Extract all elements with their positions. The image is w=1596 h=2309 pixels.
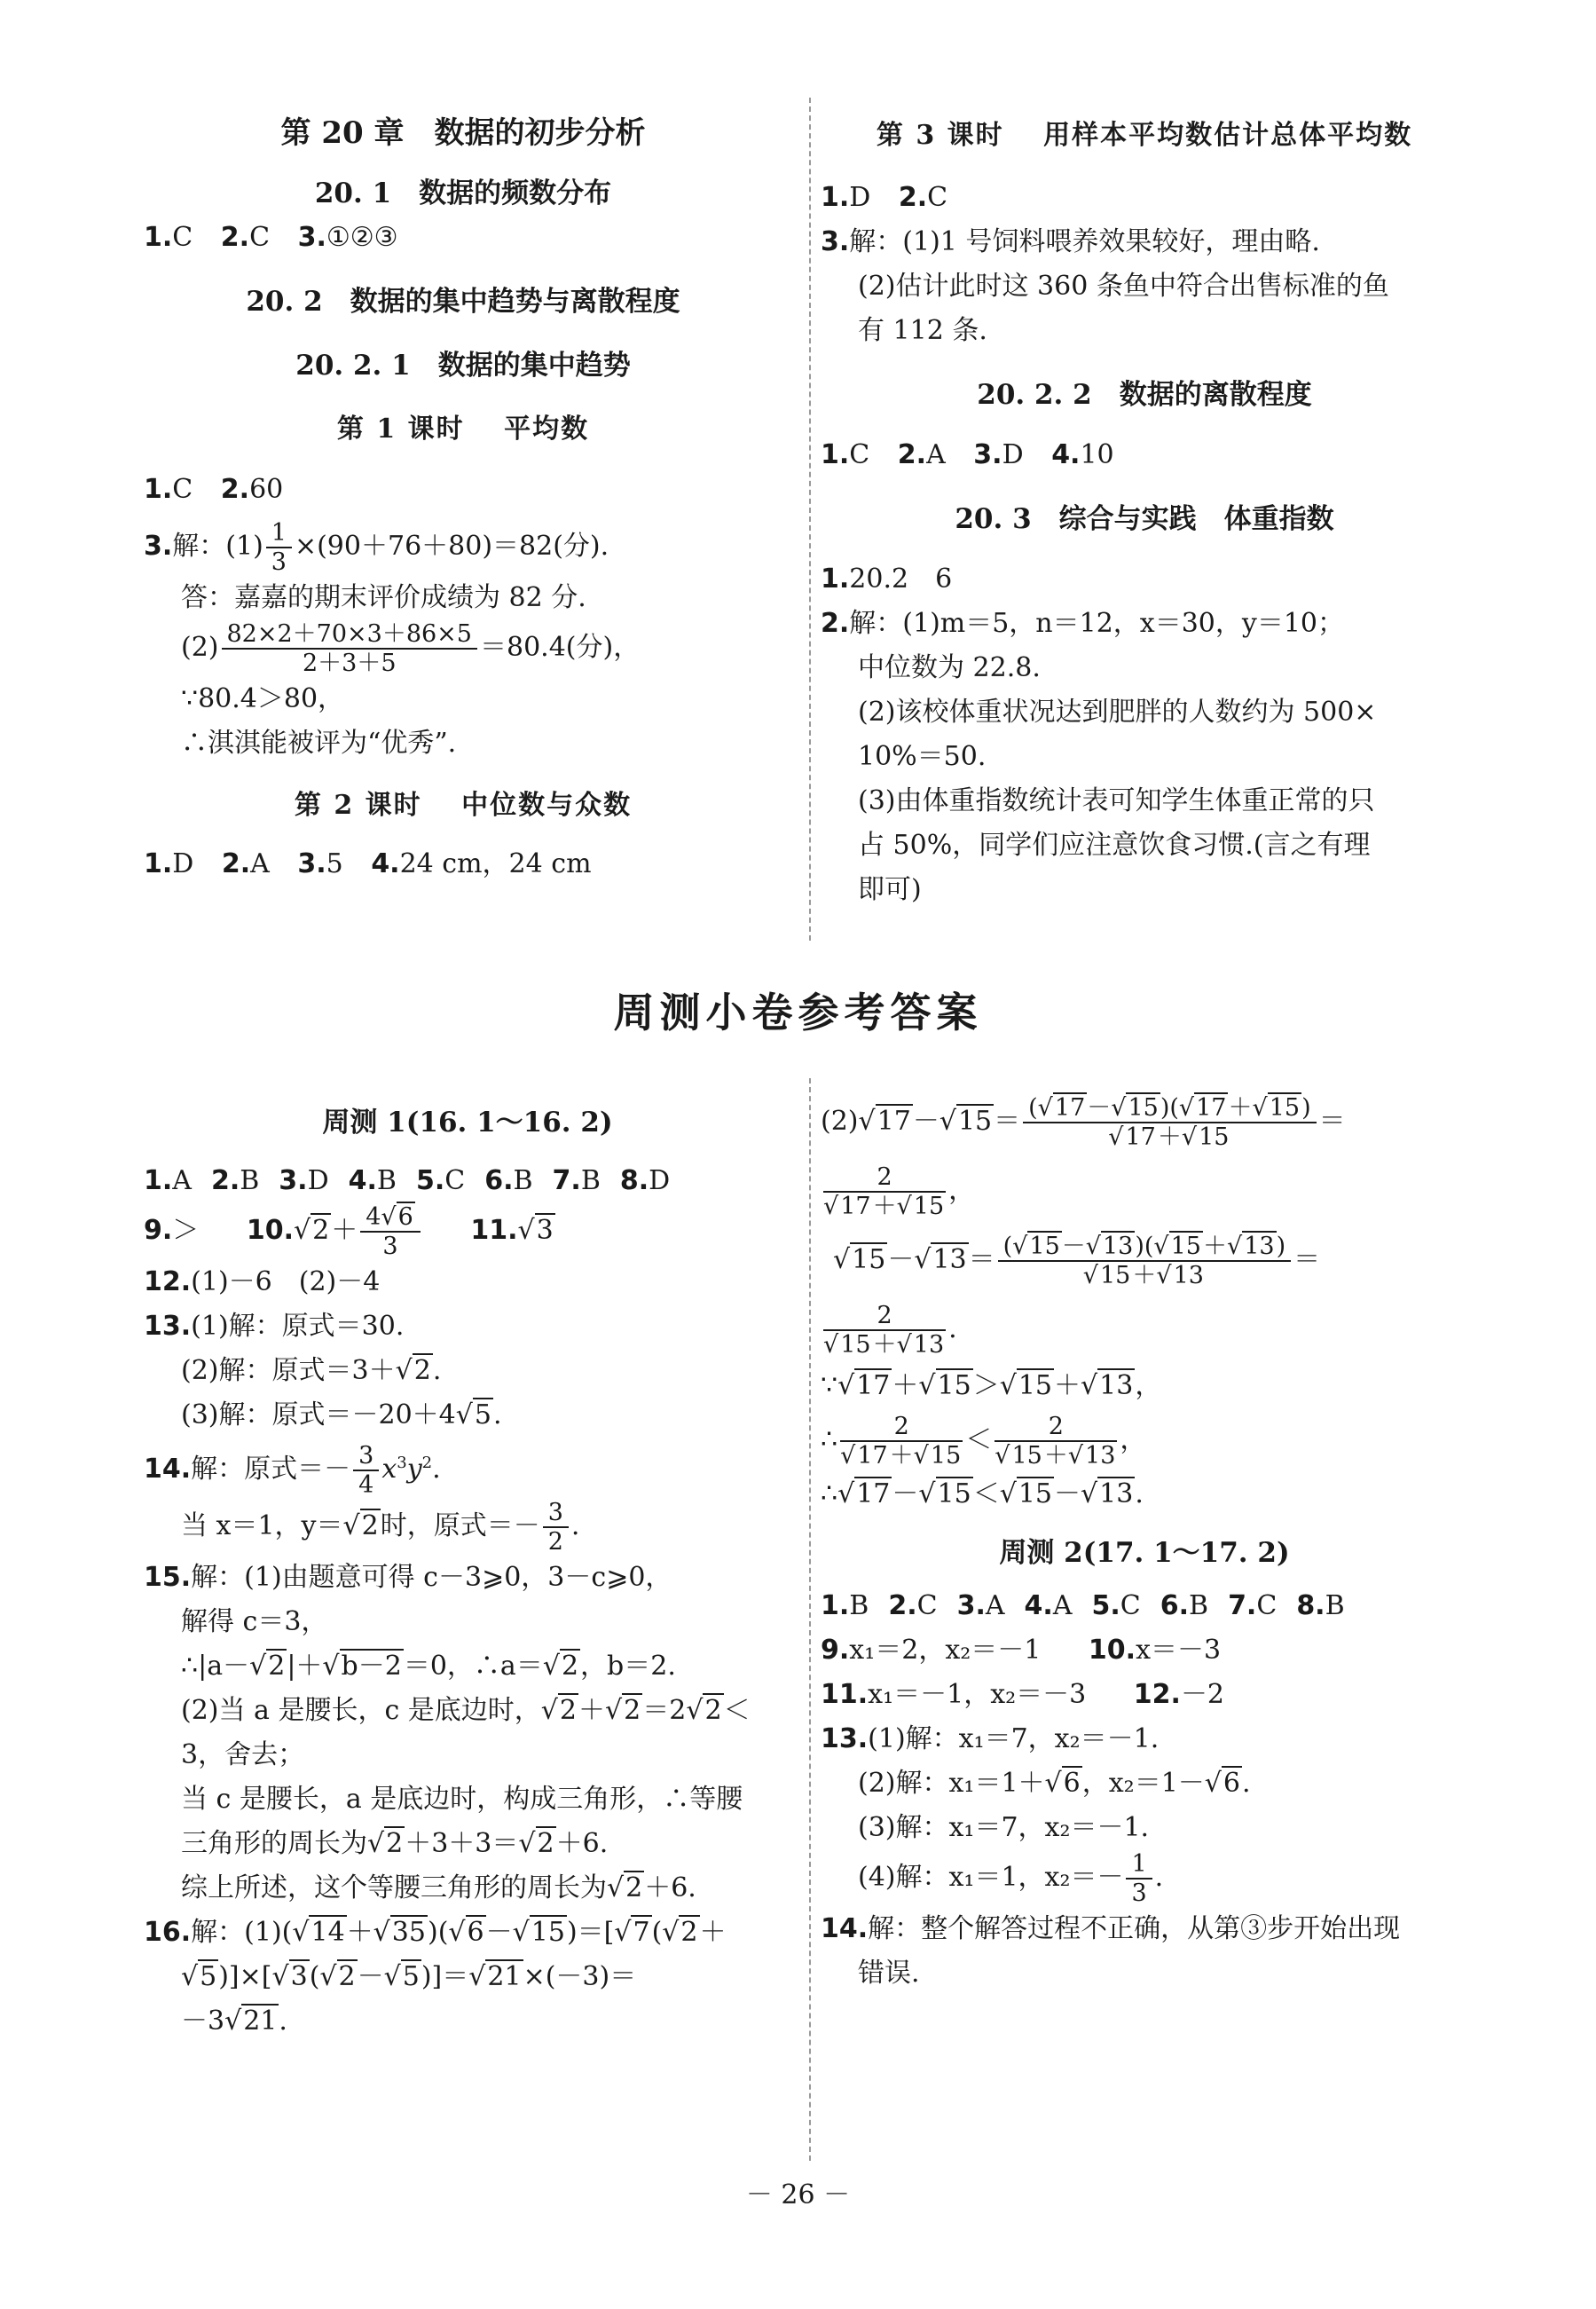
top-right-column <box>821 114 1468 912</box>
mc-answer: B <box>513 1165 533 1196</box>
section-heading-20-3: 20. 3 综合与实践 体重指数 <box>955 503 1334 535</box>
mc-answer: C <box>916 1590 938 1621</box>
lesson-heading-2: 第 2 课时 中位数与众数 <box>294 790 633 822</box>
w1-q16-2-line7: ∴√17－√15＜√15－√13. <box>821 1478 1144 1509</box>
w1-q13-line3: (3)解：原式＝－20＋4√5. <box>181 1399 502 1431</box>
w1-q13-line1: 13.(1)解：原式＝30. <box>144 1311 405 1343</box>
w1-q16-2-line2: $\frac{2}{√17+√15}$ ， <box>823 1162 976 1220</box>
section-heading-20-1: 20. 1 数据的频数分布 <box>314 177 612 209</box>
mc-answer: D <box>307 1165 329 1196</box>
lesson-heading-3: 第 3 课时 用样本平均数估计总体平均数 <box>876 120 1413 151</box>
w1-q15-line1: 15.解：(1)由题意可得 c－3⩾0，3－c⩾0， <box>144 1562 672 1594</box>
w2-q14-line1: 14.解：整个解答过程不正确，从第③步开始出现 <box>821 1913 1401 1945</box>
section-heading-20-2-2: 20. 2. 2 数据的离散程度 <box>977 379 1312 411</box>
page-number: － 26 － <box>745 2179 851 2210</box>
mc-number: 3. <box>279 1165 308 1196</box>
answers-20-3-q2-line4: 10%＝50. <box>858 741 987 772</box>
w1-q16-line2: √5)]×[√3(√2－√5)]＝√21×(－3)＝ <box>181 1961 637 1993</box>
w2-q13-line2: (2)解：x₁＝1＋√6，x₂＝1－√6. <box>858 1768 1251 1799</box>
mc-number: 8. <box>619 1165 649 1196</box>
w1-q15-line5: 3，舍去； <box>181 1739 305 1771</box>
lesson1-answers: 1.C 2.60 <box>144 474 284 505</box>
mc-number: 8. <box>1296 1590 1325 1621</box>
top-left-column <box>144 111 782 887</box>
w1-q16-line3: －3√21. <box>181 2006 287 2037</box>
w1-q16-2-line6: ∴ $\frac{2}{√17+√15}$ ＜ $\frac{2}{√15+√13}$ ， <box>821 1412 1147 1470</box>
mc-answer: A <box>985 1590 1005 1621</box>
w1-q15-line3: ∴|a－√2|＋√b－2＝0，∴a＝√2，b＝2. <box>181 1651 676 1682</box>
w2-q13-line4: (4)解：x₁＝1，x₂＝－ $\frac{1}{3}$ . <box>858 1850 1164 1908</box>
mc-number: 5. <box>1091 1590 1120 1621</box>
w1-q13-line2: (2)解：原式＝3＋√2. <box>181 1355 442 1387</box>
lesson1-q3-line2: 答：嘉嘉的期末评价成绩为 82 分. <box>181 582 586 614</box>
lesson1-q3-line4: ∵80.4＞80， <box>181 683 345 715</box>
column-divider-top <box>809 98 811 941</box>
answers-20-1: 1.C 2.C 3.①②③ <box>144 222 398 253</box>
w2-q14-line2: 错误. <box>858 1958 920 1990</box>
answers-20-3-q2-line3: (2)该校体重状况达到肥胖的人数约为 500× <box>858 697 1377 728</box>
answers-20-3-q2-line7: 即可) <box>858 874 922 905</box>
section-heading-20-2-1: 20. 2. 1 数据的集中趋势 <box>295 350 631 382</box>
mc-answer: B <box>240 1165 260 1196</box>
mc-number: 7. <box>1228 1590 1257 1621</box>
lesson2-answers: 1.D 2.A 3.5 4.24 cm，24 cm <box>144 848 592 880</box>
mc-answer: A <box>1052 1590 1073 1621</box>
mc-number: 1. <box>144 1165 173 1196</box>
answers-20-3-q1: 1.20.2 6 <box>821 563 953 595</box>
w1-q9-q11: 9.＞ 10.√2＋ $\frac{4√6}{3}$ 11.√3 <box>144 1203 554 1261</box>
w1-q15-line6: 当 c 是腰长，a 是底边时，构成三角形，∴等腰 <box>181 1784 743 1816</box>
lesson1-q3-line3: (2) $\frac{82\times 2+70\times 3+86\times 5}{2+3+5}$ ＝80.4(分)， <box>181 620 641 678</box>
w1-q16-2-line5: ∵√17＋√15＞√15＋√13， <box>821 1370 1162 1401</box>
mc-answer: A <box>172 1165 192 1196</box>
mc-answer: B <box>580 1165 601 1196</box>
answers-20-3-q2-line5: (3)由体重指数统计表可知学生体重正常的只 <box>858 785 1375 816</box>
w1-q12: 12.(1)－6 (2)－4 <box>144 1266 381 1298</box>
chapter-heading: 第 20 章 数据的初步分析 <box>280 115 646 151</box>
lesson-heading-1: 第 1 课时 平均数 <box>336 414 590 445</box>
mc-number: 2. <box>888 1590 917 1621</box>
w2-q13-line3: (3)解：x₁＝7，x₂＝－1. <box>858 1812 1150 1843</box>
mc-answer: B <box>376 1165 397 1196</box>
weekly-test-2-heading: 周测 2(17. 1～17. 2) <box>999 1537 1290 1569</box>
mc-answer: C <box>1256 1590 1278 1621</box>
answers-20-3-q2-line2: 中位数为 22.8. <box>858 652 1041 683</box>
w1-q15-line4: (2)当 a 是腰长，c 是底边时，√2＋√2＝2√2＜ <box>181 1695 751 1727</box>
mc-answer: C <box>444 1165 466 1196</box>
weekly-test-1-mc-answers <box>144 1159 791 1203</box>
mc-number: 6. <box>484 1165 514 1196</box>
bottom-right-column <box>821 1087 1468 1996</box>
mc-answer: D <box>649 1165 671 1196</box>
mc-answer: B <box>1189 1590 1209 1621</box>
w1-q16-line1: 16.解：(1)(√14＋√35)(√6－√15)＝[√7(√2＋ <box>144 1917 727 1949</box>
mc-answer: B <box>1325 1590 1345 1621</box>
section-heading-20-2: 20. 2 数据的集中趋势与离散程度 <box>246 286 680 318</box>
answers-20-3-q2-line6: 占 50%，同学们应注意饮食习惯.(言之有理 <box>858 830 1371 861</box>
w2-q13-line1: 13.(1)解：x₁＝7，x₂＝－1. <box>821 1723 1160 1754</box>
mc-answer: C <box>1120 1590 1141 1621</box>
mc-number: 2. <box>210 1165 240 1196</box>
w1-q14-line2: 当 x＝1，y＝√2时，原式＝－ $\frac{3}{2}$ . <box>181 1499 580 1556</box>
main-title: 周测小卷参考答案 <box>613 989 983 1036</box>
lesson3-q3-line3: 有 112 条. <box>858 315 987 346</box>
answers-20-3-q2-line1: 2.解：(1)m＝5，n＝12，x＝30，y＝10； <box>821 608 1345 639</box>
mc-number: 7. <box>552 1165 581 1196</box>
lesson3-q3-line2: (2)估计此时这 360 条鱼中符合出售标准的鱼 <box>858 271 1389 302</box>
lesson1-q3-line5: ∴淇淇能被评为“优秀”. <box>181 728 457 760</box>
w1-q15-line8: 综上所述，这个等腰三角形的周长为√2＋6. <box>181 1872 696 1904</box>
w1-q14-line1: 14.解：原式＝－ $\frac{3}{4}$ $x^3y^2$. <box>144 1442 441 1500</box>
w2-q9-q10: 9.x₁＝2，x₂＝－1 10.x＝－3 <box>821 1635 1222 1666</box>
lesson3-q3-line1: 3.解：(1)1 号饲料喂养效果较好，理由略. <box>821 226 1320 257</box>
mc-number: 1. <box>821 1590 850 1621</box>
mc-number: 5. <box>415 1165 445 1196</box>
mc-number: 4. <box>1024 1590 1053 1621</box>
mc-answer: B <box>849 1590 869 1621</box>
w1-q16-2-line4: $\frac{2}{√15+√13}$ . <box>823 1301 957 1359</box>
column-divider-bottom <box>809 1078 811 2161</box>
mc-number: 3. <box>956 1590 986 1621</box>
w2-q11-q12: 11.x₁＝－1，x₂＝－3 12.－2 <box>821 1679 1225 1710</box>
w1-q16-2-line3: √15－√13＝ $\frac{(√15-√13)(√15+√13)}{√15+√13}$ ＝ <box>833 1232 1321 1289</box>
weekly-test-2-mc-answers <box>821 1584 1468 1628</box>
mc-number: 6. <box>1160 1590 1190 1621</box>
mc-number: 4. <box>348 1165 377 1196</box>
lesson1-q3-line1: 3.解：(1) $\frac{1}{3}$ ×(90＋76＋80)＝82(分). <box>144 519 609 577</box>
w1-q16-2-line1: (2)√17－√15＝ $\frac{(√17-√15)(√17+√15)}{√17+√15}$ ＝ <box>821 1093 1346 1151</box>
lesson3-answers: 1.D 2.C <box>821 182 948 213</box>
bottom-left-column <box>144 1100 791 2044</box>
w1-q15-line7: 三角形的周长为√2＋3＋3＝√2＋6. <box>181 1828 609 1860</box>
weekly-test-1-heading: 周测 1(16. 1～16. 2) <box>322 1107 613 1139</box>
answers-20-2-2: 1.C 2.A 3.D 4.10 <box>821 439 1114 470</box>
w1-q15-line2: 解得 c＝3， <box>181 1606 328 1638</box>
